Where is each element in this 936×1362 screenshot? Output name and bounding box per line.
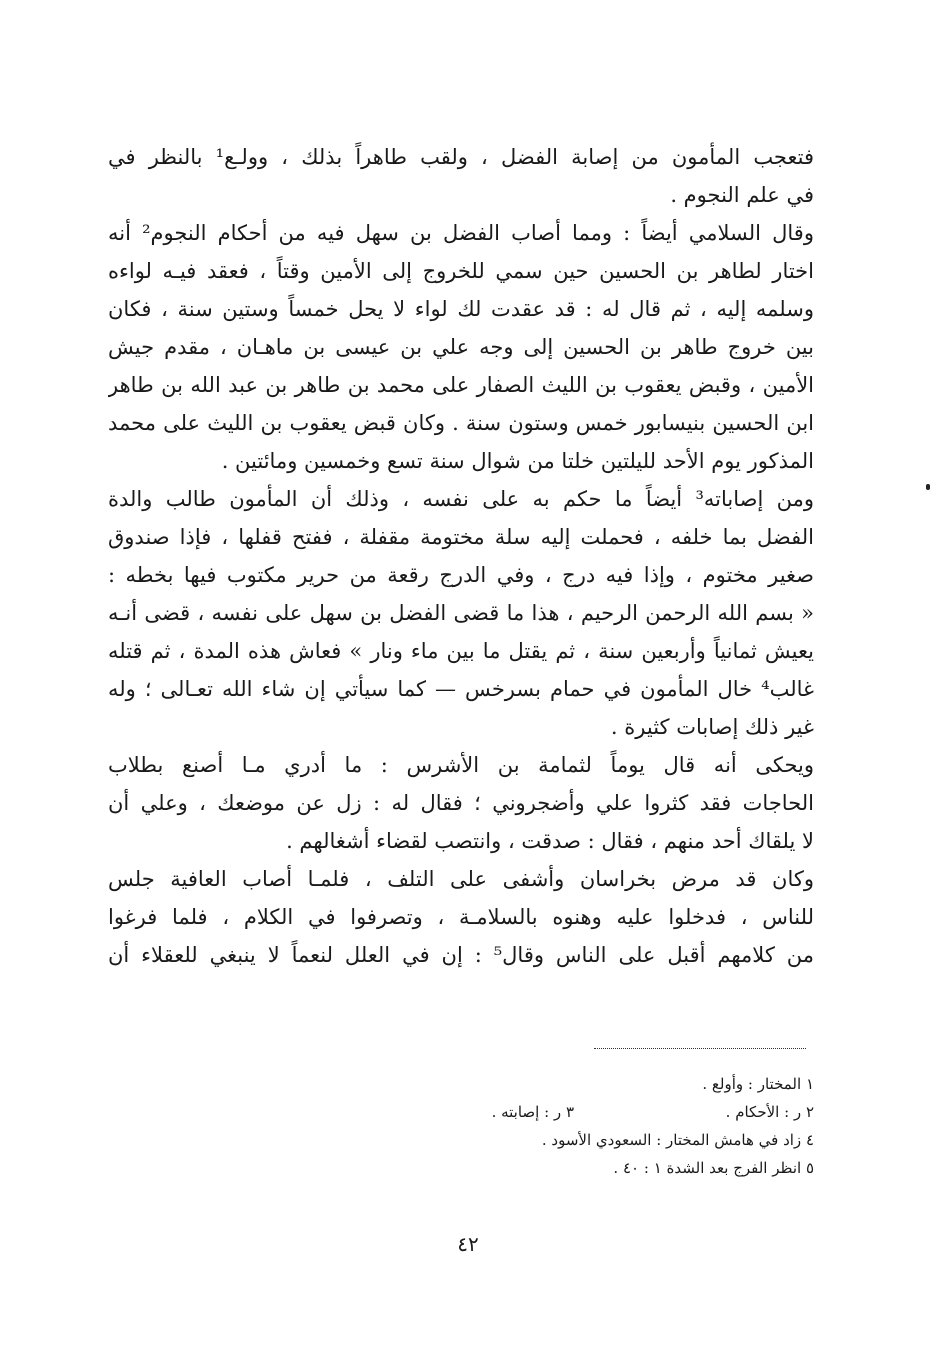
text-line: اختار لطاهر بن الحسين حين سمي للخروج إلى الأمين وقتاً ، فعقد فيـه لواءه [108, 259, 814, 283]
text-line: وكان قد مرض بخراسان وأشفى على التلف ، فلمـا أصاب العافية جلس [108, 867, 814, 891]
text-line: غير ذلك إصابات كثيرة . [610, 715, 814, 739]
page-number: ٤٢ [457, 1232, 479, 1256]
main-text [108, 138, 814, 974]
text-line: المذكور يوم الأحد لليلتين خلتا من شوال سنة تسع وخمسين ومائتين . [221, 449, 814, 473]
text-line: يعيش ثمانياً وأربعين سنة ، ثم يقتل ما بين ماء ونار » فعاش هذه المدة ، ثم قتله [108, 639, 814, 663]
text-line: ومن إصاباته³ أيضاً ما حكم به على نفسه ، وذلك أن المأمون طالب والدة [108, 487, 814, 511]
footnote-3: ٣ ر : إصابته . [491, 1103, 574, 1121]
text-line: للناس ، فدخلوا عليه وهنوه بالسلامـة ، وتصرفوا في الكلام ، فلما فرغوا [108, 905, 814, 929]
text-line: لا يلقاك أحد منهم ، فقال : صدقت ، وانتصب لقضاء أشغالهم . [286, 829, 814, 853]
footnote-4: ٤ زاد في هامش المختار : السعودي الأسود . [541, 1131, 814, 1149]
footnote-row [492, 1098, 814, 1126]
footnotes [492, 1070, 814, 1182]
text-line: الأمين ، وقبض يعقوب بن الليث الصفار على محمد بن طاهر بن عبد الله بن طاهر [108, 373, 814, 397]
text-line: فتعجب المأمون من إصابة الفضل ، ولقب طاهراً بذلك ، وولـع¹ بالنظر في [108, 145, 814, 169]
text-line: صغير مختوم ، وإذا فيه درج ، وفي الدرج رقعة من حرير مكتوب فيها بخطه : [108, 563, 814, 587]
footnote-1: ١ المختار : وأولع . [702, 1075, 814, 1093]
text-line: « بسم الله الرحمن الرحيم ، هذا ما قضى الفضل بن سهل على نفسه ، قضى أنـه [108, 601, 814, 625]
text-line: في علم النجوم . [670, 183, 814, 207]
footnote-divider [594, 1048, 806, 1049]
text-line: وقال السلامي أيضاً : ومما أصاب الفضل بن سهل فيه من أحكام النجوم² أنه [108, 221, 814, 245]
text-line: بين خروج طاهر بن الحسين إلى وجه علي بن عيسى بن ماهـان ، مقدم جيش [108, 335, 814, 359]
text-line: الفضل بما خلفه ، فحملت إليه سلة مختومة مقفلة ، ففتح قفلها ، فإذا صندوق [108, 525, 814, 549]
text-line: غالب⁴ خال المأمون في حمام بسرخس — كما سيأتي إن شاء الله تعـالى ؛ وله [108, 677, 814, 701]
footnote-5: ٥ انظر الفرج بعد الشدة ١ : ٤٠ . [613, 1159, 814, 1177]
text-line: الحاجات فقد كثروا علي وأضجروني ؛ فقال له : زل عن موضعك ، وعلي أن [108, 791, 814, 815]
text-line: ابن الحسين بنيسابور خمس وستون سنة . وكان قبض يعقوب بن الليث على محمد [108, 411, 814, 435]
text-line: ويحكى أنه قال يوماً لثمامة بن الأشرس : ما أدري مـا أصنع بطلاب [108, 753, 814, 777]
scan-mark [926, 484, 930, 490]
text-line: من كلامهم أقبل على الناس وقال⁵ : إن في العلل لنعماً لا ينبغي للعقلاء أن [108, 943, 814, 967]
footnote-2: ٢ ر : الأحكام . [725, 1103, 814, 1121]
text-line: وسلمه إليه ، ثم قال له : قد عقدت لك لواء لا يحل خمساً وستين سنة ، فكان [108, 297, 814, 321]
